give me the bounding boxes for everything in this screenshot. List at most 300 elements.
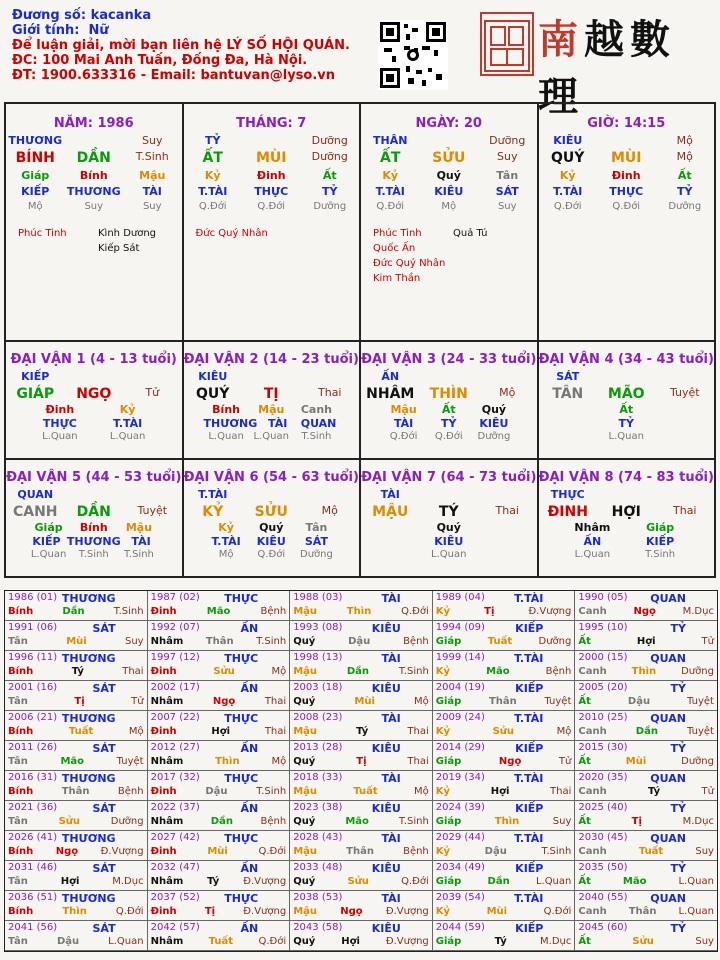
hidden-stem-item: Đinh bbox=[45, 403, 75, 416]
year-cell bbox=[575, 591, 717, 621]
spacer bbox=[420, 370, 479, 383]
hidden-row bbox=[184, 169, 360, 182]
hidden-stem-item: T.TÀI bbox=[198, 185, 228, 198]
spacer bbox=[420, 488, 479, 501]
year-ten-god: TÀI bbox=[381, 712, 401, 725]
year-cell bbox=[433, 921, 576, 951]
year-stage: L.Quan bbox=[678, 906, 714, 917]
year-branch: Tị bbox=[484, 606, 495, 617]
hidden-stem-item: T.TÀI bbox=[553, 185, 583, 198]
year-cell bbox=[575, 861, 717, 891]
year-stage: T.Sinh bbox=[541, 846, 572, 857]
hidden-stem-item: THƯƠNG bbox=[66, 535, 121, 548]
year-ten-god: THƯƠNG bbox=[61, 772, 116, 785]
stage: Dưỡng bbox=[311, 134, 348, 147]
year-label: 2024 (39) bbox=[435, 802, 485, 813]
year-stem: Canh bbox=[578, 906, 607, 917]
year-label: 2018 (33) bbox=[293, 772, 343, 783]
status: Thai bbox=[673, 504, 697, 517]
star-good: Đức Quý Nhân bbox=[373, 258, 446, 269]
hidden-stem-item: TỶ bbox=[441, 417, 457, 430]
year-branch: Tý bbox=[494, 936, 507, 947]
year-label: 1987 (02) bbox=[150, 592, 200, 603]
year-cell bbox=[575, 621, 717, 651]
year-cell bbox=[290, 861, 433, 891]
year-cell bbox=[148, 831, 291, 861]
dai-van-cell bbox=[361, 342, 539, 460]
year-label: 1998 (13) bbox=[293, 652, 343, 663]
year-label: 1995 (10) bbox=[578, 622, 628, 633]
dai-van-title: ĐẠI VẬN 2 (14 - 23 tuổi) bbox=[183, 352, 359, 367]
hidden-row bbox=[6, 535, 182, 548]
status: Dưỡng bbox=[311, 150, 348, 163]
year-stage: Mộ bbox=[128, 726, 144, 737]
hidden-stem-item: Quý bbox=[436, 169, 461, 182]
year-ten-god: ẤN bbox=[240, 862, 259, 875]
stem-branch-row bbox=[539, 150, 715, 166]
hidden-stem-item: KIÊU bbox=[256, 535, 286, 548]
hidden-row bbox=[539, 521, 715, 534]
year-stem: Quý bbox=[293, 816, 316, 827]
year-stem: Canh bbox=[578, 846, 607, 857]
year-ten-god: T.TÀI bbox=[514, 832, 544, 845]
hidden-stem-item: KIÊU bbox=[434, 185, 464, 198]
hidden-row bbox=[539, 403, 715, 416]
stars-list bbox=[373, 226, 537, 286]
hidden-stem-item: KIÊU bbox=[434, 535, 464, 548]
hidden-stem-item: Bính bbox=[212, 403, 240, 416]
year-stage: L.Quan bbox=[678, 876, 714, 887]
hidden-row bbox=[184, 201, 360, 212]
year-branch: Thìn bbox=[494, 816, 520, 827]
year-ten-god: ẤN bbox=[240, 682, 259, 695]
year-ten-god: KIẾP bbox=[515, 802, 544, 815]
earthly-branch: DẦN bbox=[76, 150, 111, 166]
year-stage: Q.Đới bbox=[258, 846, 287, 857]
year-stage: Q.Đới bbox=[258, 936, 287, 947]
year-cell bbox=[575, 681, 717, 711]
year-row bbox=[5, 801, 717, 831]
year-stage: Suy bbox=[124, 636, 144, 647]
year-branch: Thìn bbox=[631, 666, 657, 677]
contact-line: Để luận giải, mời bạn liên hệ LÝ SỐ HỘI QUÁN. bbox=[12, 38, 350, 53]
year-stem: Đinh bbox=[150, 726, 177, 737]
hidden-row bbox=[184, 535, 360, 548]
owner-value: kacanka bbox=[90, 8, 152, 23]
hidden-stem-item: Mộ bbox=[441, 201, 457, 212]
year-branch: Tuất bbox=[487, 636, 513, 647]
year-branch: Tý bbox=[648, 786, 661, 797]
year-stem: Tân bbox=[8, 636, 28, 647]
year-cell bbox=[5, 891, 148, 921]
stem-branch-row bbox=[361, 150, 537, 166]
hidden-stem-item: T.TÀI bbox=[211, 535, 241, 548]
year-stem: Bính bbox=[8, 906, 34, 917]
hidden-row bbox=[361, 169, 537, 182]
status: Mộ bbox=[499, 386, 516, 399]
rel-row bbox=[361, 370, 537, 383]
star-good: Quốc Ấn bbox=[373, 243, 416, 254]
hidden-stem-item: Q.Đới bbox=[257, 549, 286, 560]
hidden-stem-item: Quý bbox=[481, 403, 507, 416]
year-stem: Kỷ bbox=[435, 726, 451, 737]
earthly-branch: DẦN bbox=[76, 504, 111, 520]
year-cell bbox=[433, 771, 576, 801]
year-stage: Bệnh bbox=[260, 816, 287, 827]
year-stem: Kỷ bbox=[435, 906, 451, 917]
year-stage: T.Sinh bbox=[256, 636, 287, 647]
year-ten-god: TỶ bbox=[670, 682, 686, 695]
heavenly-stem: QUÝ bbox=[196, 386, 230, 402]
year-ten-god: TỶ bbox=[670, 862, 686, 875]
star-bad bbox=[453, 256, 533, 271]
year-cell bbox=[148, 771, 291, 801]
year-stage: Suy bbox=[695, 936, 714, 947]
year-stage: T.Sinh bbox=[398, 666, 429, 677]
year-branch: Tuất bbox=[68, 726, 94, 737]
year-cell bbox=[575, 891, 717, 921]
year-label: 2036 (51) bbox=[8, 892, 58, 903]
year-ten-god: SÁT bbox=[92, 922, 116, 935]
pillars-row bbox=[4, 102, 716, 342]
pillar-title: GIỜ: 14:15 bbox=[587, 116, 666, 131]
year-stem: Quý bbox=[293, 696, 316, 707]
year-ten-god: QUAN bbox=[650, 772, 686, 785]
year-label: 2012 (27) bbox=[150, 742, 200, 753]
year-branch: Mão bbox=[60, 756, 85, 767]
rel-row bbox=[6, 370, 182, 383]
year-stem: Canh bbox=[578, 726, 607, 737]
year-cell bbox=[5, 861, 148, 891]
spacer bbox=[65, 134, 124, 147]
year-branch: Thân bbox=[488, 696, 517, 707]
spacer bbox=[420, 134, 479, 147]
year-ten-god: ẤN bbox=[240, 742, 259, 755]
hidden-stem-item: Ất bbox=[441, 403, 456, 416]
year-cell bbox=[290, 681, 433, 711]
year-stem: Tân bbox=[8, 936, 28, 947]
year-cell bbox=[290, 771, 433, 801]
year-branch: Ngọ bbox=[212, 696, 236, 707]
hidden-stem-item: Đinh bbox=[611, 169, 641, 182]
year-stage: L.Quan bbox=[535, 876, 572, 887]
year-label: 2030 (45) bbox=[578, 832, 628, 843]
hidden-stem-item: Tân bbox=[496, 169, 519, 182]
year-cell bbox=[5, 711, 148, 741]
hidden-row bbox=[6, 201, 182, 212]
hidden-stem-item: Quý bbox=[436, 521, 461, 534]
hidden-row bbox=[184, 431, 360, 442]
year-stem: Bính bbox=[8, 786, 34, 797]
year-stem: Bính bbox=[8, 606, 34, 617]
year-branch: Dần bbox=[346, 666, 370, 677]
spacer bbox=[478, 488, 537, 501]
year-branch: Mùi bbox=[486, 906, 508, 917]
year-cell bbox=[575, 831, 717, 861]
hidden-row bbox=[361, 201, 537, 212]
year-cell bbox=[148, 891, 291, 921]
year-cell bbox=[575, 651, 717, 681]
year-ten-god: KIÊU bbox=[371, 802, 401, 815]
stem-branch-row bbox=[6, 386, 182, 402]
year-row bbox=[5, 891, 717, 921]
year-branch: Mão bbox=[486, 666, 510, 677]
year-stage: Đ.Vượng bbox=[243, 906, 287, 917]
stem-branch-row bbox=[539, 504, 715, 520]
year-stem: Giáp bbox=[435, 816, 462, 827]
stem-branch-row bbox=[184, 504, 360, 520]
hidden-row bbox=[539, 549, 715, 560]
year-stage: Thai bbox=[550, 786, 572, 797]
rel-row bbox=[539, 488, 715, 501]
dai-van-cell bbox=[6, 460, 184, 578]
year-stem: Ất bbox=[578, 696, 591, 707]
year-ten-god: KIẾP bbox=[515, 622, 544, 635]
hidden-stem-item: T.Sinh bbox=[301, 431, 332, 442]
hidden-stem-item: Bính bbox=[79, 169, 108, 182]
year-stem: Mậu bbox=[293, 726, 318, 737]
year-label: 2004 (19) bbox=[435, 682, 485, 693]
hidden-stem-item: Kỷ bbox=[218, 521, 234, 534]
star-bad bbox=[276, 226, 356, 241]
earthly-branch: MÃO bbox=[607, 386, 645, 402]
year-cell bbox=[433, 711, 576, 741]
hidden-stem-item: L.Quan bbox=[608, 431, 644, 442]
hidden-stem-item: L.Quan bbox=[431, 549, 467, 560]
year-cell bbox=[5, 591, 148, 621]
heavenly-stem: CANH bbox=[12, 504, 58, 520]
year-ten-god: TỶ bbox=[670, 922, 686, 935]
year-stem: Mậu bbox=[293, 846, 318, 857]
year-stem: Mậu bbox=[293, 666, 318, 677]
year-branch: Thân bbox=[61, 786, 90, 797]
year-branch: Hợi bbox=[211, 726, 231, 737]
hidden-stem-item: Mộ bbox=[218, 549, 234, 560]
year-ten-god: TÀI bbox=[381, 592, 401, 605]
stars-list bbox=[196, 226, 360, 241]
year-ten-god: THỰC bbox=[224, 772, 259, 785]
dai-van-title: ĐẠI VẬN 3 (24 - 33 tuổi) bbox=[361, 352, 537, 367]
hidden-stem-item: Dưỡng bbox=[668, 201, 702, 212]
pillar-cell bbox=[539, 102, 717, 342]
year-branch: Hợi bbox=[60, 876, 80, 887]
year-stage: Thai bbox=[264, 726, 287, 737]
year-branch: Sửu bbox=[347, 876, 369, 887]
spacer bbox=[242, 488, 301, 501]
hidden-stem-item: Giáp bbox=[34, 521, 63, 534]
status: Tuyệt bbox=[137, 504, 168, 517]
year-stage: M.Dục bbox=[540, 936, 572, 947]
year-ten-god: T.TÀI bbox=[514, 652, 544, 665]
year-cell bbox=[575, 771, 717, 801]
year-label: 2025 (40) bbox=[578, 802, 628, 813]
year-stem: Canh bbox=[578, 666, 607, 677]
year-ten-god: ẤN bbox=[240, 802, 259, 815]
year-cell bbox=[433, 621, 576, 651]
star-good bbox=[18, 241, 98, 256]
hidden-row bbox=[184, 417, 360, 430]
year-cell bbox=[290, 711, 433, 741]
hidden-stem-item: Q.Đới bbox=[257, 201, 286, 212]
year-stem: Quý bbox=[293, 936, 316, 947]
year-ten-god: KIẾP bbox=[515, 742, 544, 755]
year-ten-god: TỶ bbox=[670, 742, 686, 755]
year-branch: Hợi bbox=[490, 786, 510, 797]
rel-row bbox=[361, 488, 537, 501]
year-stage: M.Dục bbox=[112, 876, 144, 887]
year-label: 2032 (47) bbox=[150, 862, 200, 873]
hidden-stem-item: THỰC bbox=[254, 185, 289, 198]
year-branch: Hợi bbox=[636, 636, 656, 647]
year-cell bbox=[148, 591, 291, 621]
year-stage: Tuyệt bbox=[544, 696, 572, 707]
year-label: 2038 (53) bbox=[293, 892, 343, 903]
heavenly-stem: KỶ bbox=[202, 504, 224, 520]
year-stem: Mậu bbox=[293, 906, 318, 917]
year-ten-god: KIẾP bbox=[515, 922, 544, 935]
hidden-stem-item: Kỷ bbox=[204, 169, 221, 182]
year-label: 2002 (17) bbox=[150, 682, 200, 693]
year-branch: Tị bbox=[74, 696, 85, 707]
year-stage: T.Sinh bbox=[256, 786, 287, 797]
earthly-branch: NGỌ bbox=[76, 386, 112, 402]
hidden-stem-item: TÀI bbox=[393, 417, 414, 430]
year-row bbox=[5, 651, 717, 681]
hidden-stem-item: Giáp bbox=[21, 169, 50, 182]
ten-god: TỶ bbox=[205, 134, 221, 147]
year-stem: Kỷ bbox=[435, 666, 451, 677]
status: Tuyệt bbox=[669, 386, 700, 399]
year-ten-god: THỰC bbox=[224, 892, 259, 905]
year-row bbox=[5, 771, 717, 801]
hidden-stem-item: Kỷ bbox=[559, 169, 576, 182]
year-label: 2019 (34) bbox=[435, 772, 485, 783]
year-branch: Sửu bbox=[213, 666, 235, 677]
hidden-stem-item: Mậu bbox=[258, 403, 285, 416]
hidden-stem-item: Nhâm bbox=[574, 521, 611, 534]
dai-van-title: ĐẠI VẬN 1 (4 - 13 tuổi) bbox=[10, 352, 177, 367]
year-stem: Ất bbox=[578, 756, 591, 767]
heavenly-stem: QUÝ bbox=[551, 150, 585, 166]
chart-grid bbox=[4, 102, 716, 578]
year-label: 2039 (54) bbox=[435, 892, 485, 903]
year-ten-god: THỰC bbox=[224, 592, 259, 605]
year-label: 2009 (24) bbox=[435, 712, 485, 723]
year-cell bbox=[148, 921, 291, 951]
year-stem: Đinh bbox=[150, 786, 177, 797]
annual-luck-table bbox=[4, 590, 718, 952]
star-bad bbox=[453, 271, 533, 286]
year-stage: Đ.Vượng bbox=[385, 906, 429, 917]
star-good: Đức Quý Nhân bbox=[195, 228, 268, 239]
pillar-cell bbox=[184, 102, 362, 342]
hidden-stem-item: L.Quan bbox=[109, 431, 146, 442]
year-stem: Quý bbox=[293, 756, 316, 767]
dai-van-title: ĐẠI VẬN 7 (64 - 73 tuổi) bbox=[361, 470, 537, 485]
dai-van-cell bbox=[539, 460, 717, 578]
year-ten-god: THỰC bbox=[224, 832, 259, 845]
hidden-stem-item: Canh bbox=[300, 403, 333, 416]
year-stage: Suy bbox=[695, 846, 714, 857]
hidden-stem-item: Dưỡng bbox=[300, 549, 333, 560]
year-row bbox=[5, 861, 717, 891]
year-branch: Tuất bbox=[638, 846, 664, 857]
owner-label: Đương số: bbox=[12, 8, 87, 23]
spacer bbox=[242, 134, 301, 147]
year-ten-god: TỶ bbox=[670, 622, 686, 635]
year-stem: Giáp bbox=[435, 696, 462, 707]
hidden-stem-item: THƯƠNG bbox=[66, 185, 121, 198]
year-branch: Mão bbox=[206, 606, 231, 617]
year-label: 2011 (26) bbox=[8, 742, 58, 753]
hidden-stem-item: TÀI bbox=[131, 535, 151, 548]
year-branch: Mão bbox=[345, 816, 369, 827]
hidden-stem-item: Mậu bbox=[390, 403, 417, 416]
hidden-stem-item: T.TÀI bbox=[375, 185, 405, 198]
year-label: 2043 (58) bbox=[293, 922, 343, 933]
stem-branch-row bbox=[361, 504, 537, 520]
pillar-title: THÁNG: 7 bbox=[236, 116, 307, 131]
hidden-stem-item: Suy bbox=[497, 201, 517, 212]
spacer bbox=[301, 488, 360, 501]
year-branch: Dần bbox=[487, 876, 510, 887]
year-stage: Q.Đới bbox=[401, 606, 429, 617]
year-branch: Mùi bbox=[207, 846, 228, 857]
year-branch: Mùi bbox=[625, 756, 647, 767]
hidden-stem-item: L.Quan bbox=[208, 431, 244, 442]
year-stage: Tuyệt bbox=[687, 696, 714, 707]
year-label: 1989 (04) bbox=[435, 592, 485, 603]
hidden-stem-item: T.Sinh bbox=[123, 549, 154, 560]
year-cell bbox=[5, 681, 148, 711]
status: T.Sinh bbox=[135, 150, 169, 163]
year-stem: Canh bbox=[578, 606, 607, 617]
heavenly-stem: ĐINH bbox=[547, 504, 588, 520]
year-stem: Bính bbox=[8, 846, 34, 857]
year-stage: Q.Đới bbox=[401, 876, 429, 887]
year-label: 2005 (20) bbox=[578, 682, 628, 693]
dai-van-title: ĐẠI VẬN 4 (34 - 43 tuổi) bbox=[538, 352, 714, 367]
year-branch: Thìn bbox=[346, 606, 372, 617]
year-ten-god: QUAN bbox=[650, 832, 686, 845]
stars-list bbox=[18, 226, 182, 256]
year-stage: Đ.Vượng bbox=[385, 936, 429, 947]
hidden-stem-item: TÀI bbox=[268, 417, 288, 430]
year-label: 2041 (56) bbox=[8, 922, 58, 933]
year-branch: Tị bbox=[631, 816, 642, 827]
heavenly-stem: GIÁP bbox=[16, 386, 55, 402]
ten-god: KIẾP bbox=[21, 370, 50, 383]
year-label: 2010 (25) bbox=[578, 712, 628, 723]
year-branch: Dần bbox=[62, 606, 85, 617]
phone-email-line: ĐT: 1900.633316 - Email: bantuvan@lyso.vn bbox=[12, 68, 336, 83]
hidden-row bbox=[361, 521, 537, 534]
hidden-stem-item: L.Quan bbox=[42, 431, 78, 442]
year-stem: Đinh bbox=[150, 846, 177, 857]
hidden-stem-item: L.Quan bbox=[30, 549, 67, 560]
year-label: 1991 (06) bbox=[8, 622, 58, 633]
year-stage: Dưỡng bbox=[681, 756, 714, 767]
status: Mộ bbox=[321, 504, 338, 517]
year-stage: Tử bbox=[131, 696, 144, 707]
year-ten-god: SÁT bbox=[92, 802, 116, 815]
spacer bbox=[301, 370, 360, 383]
year-cell bbox=[290, 651, 433, 681]
year-cell bbox=[148, 801, 291, 831]
year-cell bbox=[5, 741, 148, 771]
hidden-stem-item: TỶ bbox=[618, 417, 634, 430]
year-cell bbox=[148, 711, 291, 741]
